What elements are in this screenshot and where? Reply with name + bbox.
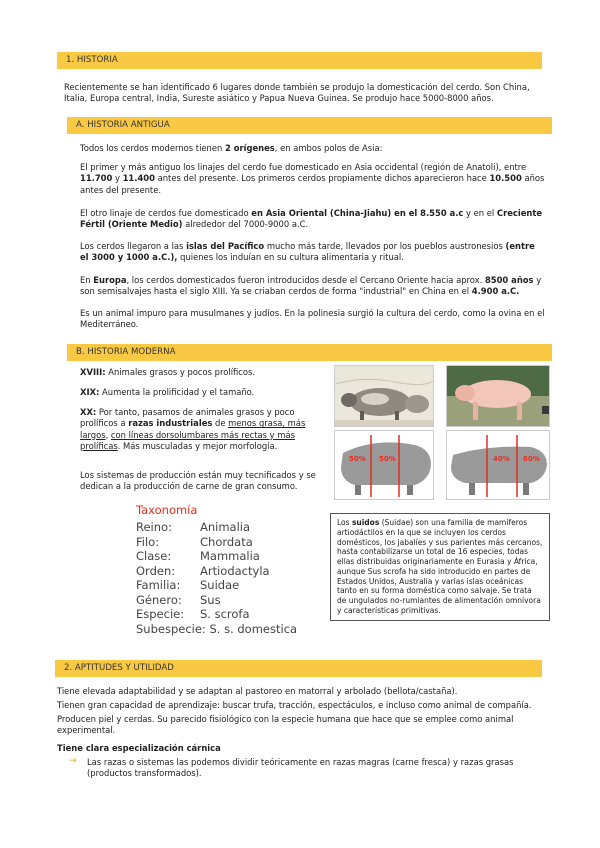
aptitudes-p1: Tiene elevada adaptabilidad y se adaptan al pastoreo en matorral y arbolado (bellota/castaña). [57, 686, 458, 696]
moderna-xix: XIX: Aumenta la prolificidad y el tamaño. [80, 387, 255, 397]
moderna-xx: XX: Por tanto, pasamos de animales grasos y poco prolíficos a razas industriales de menos grasa, más largos, con líneas dorsolumbares más rectas y más prolíficas. Más musculadas y mejor morfología. [80, 407, 306, 452]
taxonomy-title: Taxonomía [136, 503, 198, 517]
fat-pig-label-1: 50% [349, 455, 366, 463]
antigua-p1: Todos los cerdos modernos tienen 2 orígenes, en ambos polos de Asia: [80, 143, 383, 153]
taxonomy-row [136, 549, 260, 565]
taxonomy-row [136, 607, 250, 623]
taxonomy-row [136, 578, 239, 594]
taxonomy-value: S. s. domestica [209, 621, 298, 636]
fat-pig-label-2: 50% [379, 455, 396, 463]
arrow-bullet-icon: → [69, 756, 77, 766]
antigua-p6: Es un animal impuro para musulmanes y judíos. En la polinesia surgió la cultura del cerdo, como la ovina en el Mediterráneo. [80, 308, 545, 330]
taxonomy-row [136, 535, 253, 551]
taxonomy-table [136, 503, 326, 638]
taxonomy-key: Subespecie: [136, 621, 206, 636]
lean-pig-proportion-diagram [446, 430, 550, 500]
taxonomy-value: Artiodactyla [200, 563, 270, 578]
taxonomy-row [136, 520, 250, 536]
suidos-info-box: Los suidos (Suidae) son una familia de mamíferos artiodáctilos en la que se incluyen los cerdos domésticos, los jabalíes y sus parientes más cercanos, hasta contabilizarse un total de 16 especies, todas ellas distribuidas originariamente en Eurasia y África, aunque Sus scrofa ha sido introducido en partes de Estados Unidos, Australia y varias islas oceánicas tanto en su forma doméstica como salvaje. Se trata de ungulados no-rumiantes de alimentación omnívora y características primitivas. [330, 513, 550, 621]
section-b-header: B. HISTORIA MODERNA [67, 344, 552, 361]
taxonomy-key: Género: [136, 592, 182, 607]
taxonomy-value: Mammalia [200, 549, 260, 563]
aptitudes-subheading: Tiene clara especialización cárnica [57, 743, 221, 753]
aptitudes-bullet: Las razas o sistemas las podemos dividir teóricamente en razas magras (carne fresca) y razas grasas (productos transformados). [87, 757, 514, 779]
taxonomy-value: S. scrofa [200, 607, 250, 621]
antigua-p2: El primer y más antiguo los linajes del cerdo fue domesticado en Asia occidental (región de Anatoli), entre 11.700 y 11.400 antes del presente. Los primeros cerdos propiamente dichos aparecieron hace 10.500 años antes del presente. [80, 162, 545, 195]
aptitudes-p3: Producen piel y cerdas. Su parecido fisiológico con la especie humana que hace que se emplee como animal experimental. [57, 714, 514, 736]
taxonomy-key: Filo: [136, 534, 160, 549]
antigua-p3: El otro linaje de cerdos fue domesticado en Asia Oriental (China-Jiahu) en el 8.550 a.c y en el Creciente Fértil (Oriente Medio) alrededor del 7000-9000 a.C. [80, 208, 543, 230]
moderna-sistemas: Los sistemas de producción están muy tecnificados y se dedican a la producción de carne de gran consumo. [80, 470, 316, 492]
taxonomy-row [136, 622, 297, 638]
taxonomy-key: Familia: [136, 578, 181, 592]
taxonomy-value: Chordata [200, 534, 253, 549]
aptitudes-p2: Tienen gran capacidad de aprendizaje: buscar trufa, tracción, espectáculos, e incluso como animal de compañía. [57, 700, 532, 710]
historia-intro: Recientemente se han identificado 6 lugares donde también se produjo la domesticación del cerdo. Son China, Italia, Europa central, India, Sureste asiático y Papua Nueva Guinea. Se produjo hace 5000-8000 años. [64, 82, 530, 104]
section-1-header: 1. HISTORIA [57, 52, 542, 69]
taxonomy-row [136, 593, 221, 609]
lean-pig-label-1: 40% [493, 455, 510, 463]
moderna-xviii: XVIII: Animales grasos y pocos prolíficos. [80, 367, 256, 377]
taxonomy-key: Orden: [136, 563, 176, 578]
section-a-header: A. HISTORIA ANTIGUA [67, 117, 552, 134]
section-2-header: 2. APTITUDES Y UTILIDAD [55, 660, 542, 677]
taxonomy-row [136, 564, 270, 580]
engraving-fat-pig-image [334, 365, 434, 427]
taxonomy-value: Suidae [200, 578, 240, 592]
taxonomy-value: Sus [200, 592, 221, 607]
fat-pig-proportion-diagram [334, 430, 434, 500]
antigua-p5: En Europa, los cerdos domesticados fueron introducidos desde el Cercano Oriente hacia aprox. 8500 años y son semisalvajes hasta el siglo XIII. Ya se criaban cerdos de forma "industrial" en China en el 4.900 a.C. [80, 275, 542, 297]
lean-pig-label-2: 60% [523, 455, 540, 463]
taxonomy-key: Reino: [136, 520, 172, 534]
taxonomy-key: Clase: [136, 549, 172, 563]
taxonomy-key: Especie: [136, 607, 185, 621]
taxonomy-value: Animalia [200, 520, 251, 534]
modern-pig-photo [446, 365, 550, 427]
antigua-p4: Los cerdos llegaron a las islas del Pacífico mucho más tarde, llevados por los pueblos austronesios (entre el 3000 y 1000 a.C.), quienes los induían en su cultura alimentaria y ritual. [80, 241, 535, 263]
